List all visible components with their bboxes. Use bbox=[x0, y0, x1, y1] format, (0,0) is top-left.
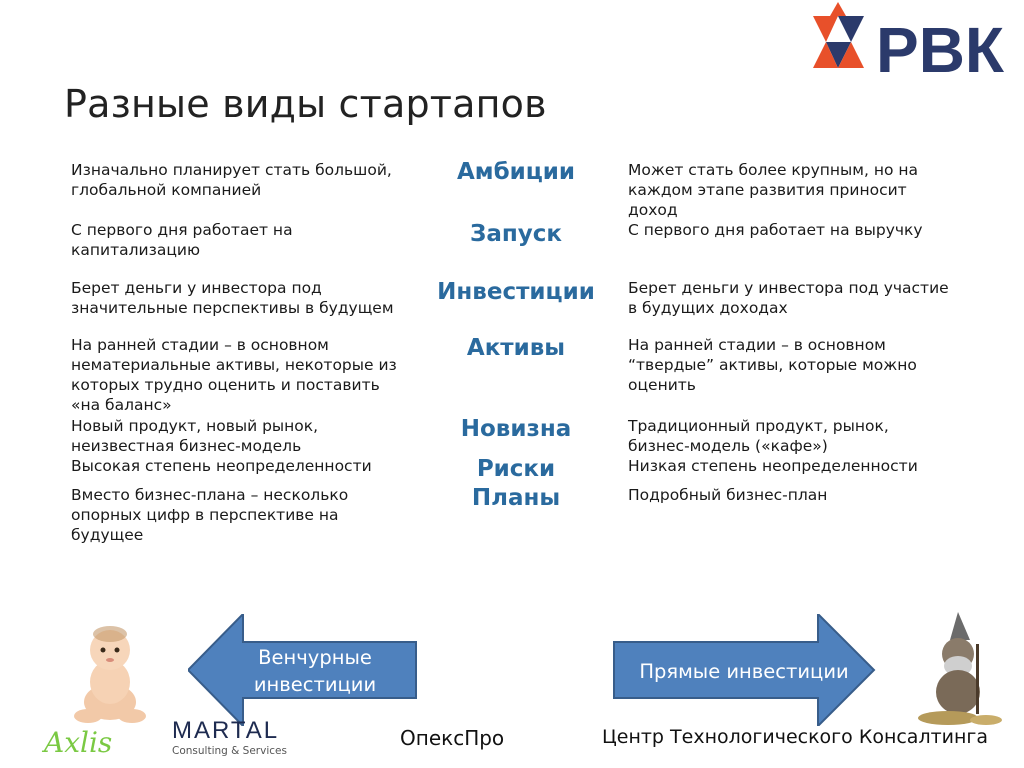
row-assets-right: На ранней стадии – в основном “твердые” активы, которые можно оценить bbox=[628, 336, 917, 394]
row-risks-right: Низкая степень неопределенности bbox=[628, 457, 918, 475]
direct-investment-arrow-label: Прямые инвестиции bbox=[639, 660, 849, 683]
axlis-logo: Axlis bbox=[44, 726, 113, 759]
row-ambitions-right: Может стать более крупным, но на каждом этапе развития приносит доход bbox=[628, 161, 919, 219]
row-novelty-right: Традиционный продукт, рынок, бизнес-модель («кафе») bbox=[628, 417, 889, 455]
row-investments-right: Берет деньги у инвестора под участие в будущих доходах bbox=[628, 279, 949, 317]
row-launch-left: С первого дня работает на капитализацию bbox=[71, 221, 293, 259]
martal-logo: MARTAL bbox=[172, 717, 280, 744]
row-launch-label: Запуск bbox=[470, 221, 562, 247]
rvk-logo bbox=[808, 2, 1018, 82]
ctk-logo: Центр Технологического Консалтинга bbox=[602, 726, 989, 748]
rvk-logo-text: РВК bbox=[876, 14, 1004, 82]
old-man-icon bbox=[908, 610, 1012, 728]
opexpro-logo: ОпексПро bbox=[400, 726, 505, 750]
row-launch-right: С первого дня работает на выручку bbox=[628, 221, 923, 239]
row-risks-left: Высокая степень неопределенности bbox=[71, 457, 372, 475]
row-plans-right: Подробный бизнес-план bbox=[628, 486, 828, 504]
row-ambitions-label: Амбиции bbox=[456, 159, 576, 185]
rvk-logo-icon bbox=[813, 2, 864, 68]
row-plans-label: Планы bbox=[471, 485, 561, 511]
row-assets-label: Активы bbox=[466, 335, 566, 361]
row-novelty-label: Новизна bbox=[460, 416, 572, 442]
page-title: Разные виды стартапов bbox=[64, 82, 547, 126]
row-investments-left: Берет деньги у инвестора под значительные перспективы в будущем bbox=[71, 279, 394, 317]
row-risks-label: Риски bbox=[476, 456, 556, 482]
baby-icon bbox=[62, 622, 158, 726]
row-plans-left: Вместо бизнес-плана – несколько опорных цифр в перспективе на будущее bbox=[71, 486, 349, 544]
martal-subtitle: Consulting & Services bbox=[172, 745, 287, 757]
row-assets-left: На ранней стадии – в основном нематериальные активы, некоторые из которых трудно оценить и поставить «на баланс» bbox=[71, 336, 397, 414]
venture-arrow-label: Венчурные инвестиции bbox=[253, 646, 377, 696]
row-novelty-left: Новый продукт, новый рынок, неизвестная бизнес-модель bbox=[71, 417, 319, 455]
row-investments-label: Инвестиции bbox=[437, 279, 595, 305]
row-ambitions-left: Изначально планирует стать большой, глобальной компанией bbox=[71, 161, 392, 199]
